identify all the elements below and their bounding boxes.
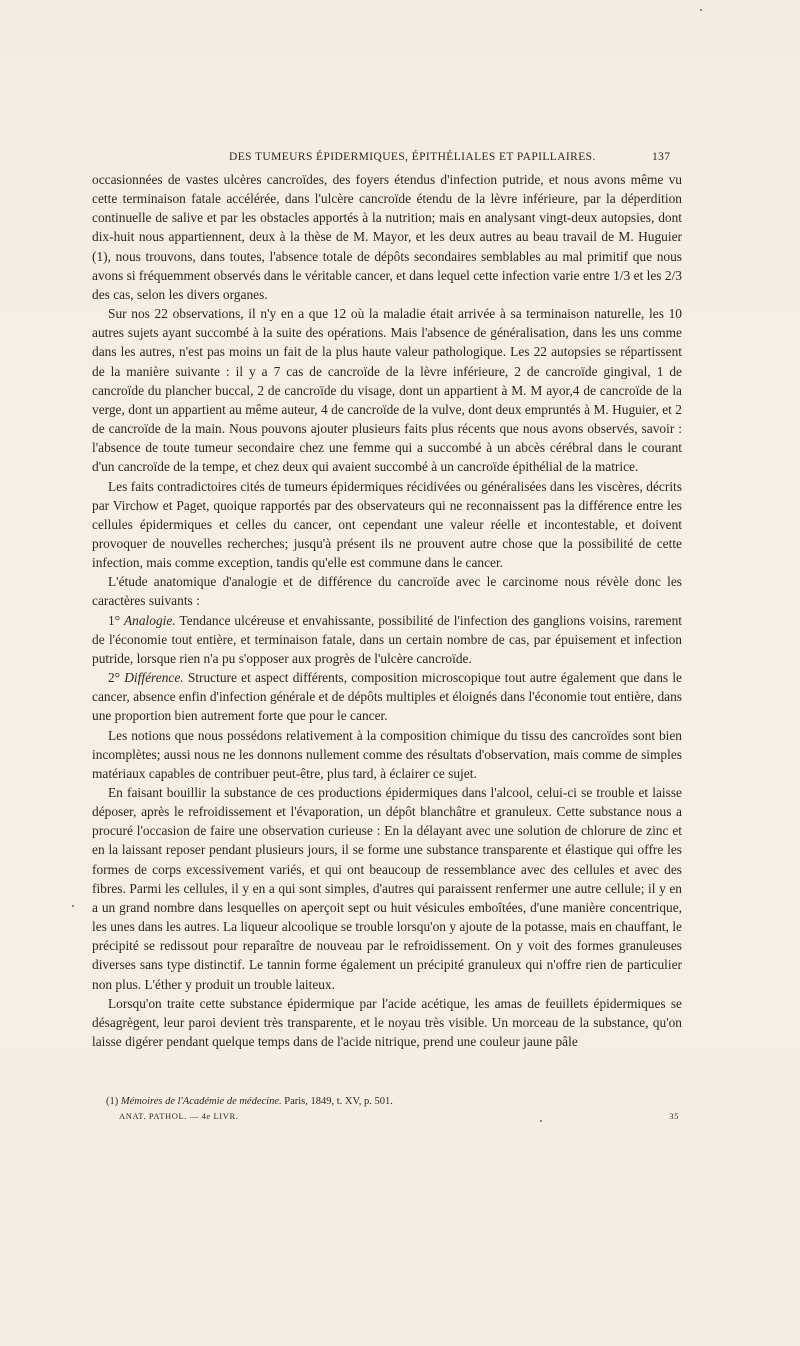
footnote <box>106 1095 686 1109</box>
signature-mark: ANAT. PATHOL. — 4e LIVR. <box>119 1111 239 1121</box>
running-header <box>0 151 800 167</box>
signature-number: 35 <box>669 1111 679 1121</box>
paragraph-8: En faisant bouillir la substance de ces productions épidermiques dans l'alcool, celui-ci se trouble et laisse déposer, après le refroidissement et l'évaporation, un dépôt blanchâtre et granuleux. Cette substance nous a procuré l'occasion de faire une observation curieuse : En la délayant avec une solution de chlorure de zinc et en la laissant reposer pendant plusieurs jours, il se forme une substance transparente et élastique qui offre les formes de corps excessivement variés, et qui ont beaucoup de ressemblance avec des cellules et avec des fibres. Parmi les cellules, il y en a qui sont simples, d'autres qui paraissent renfermer une autre cellule; il y en a un grand nombre dans lesquelles on aperçoit sept ou huit vésicules emboîtées, d'une manière concentrique, les unes dans les autres. La liqueur alcoolique se trouble lorsqu'on y ajoute de la potasse, mais en chauffant, le précipité se redissout pour reparaître de nouveau par le refroidissement. On y voit des formes granuleuses diverses sans type distinctif. Le tannin forme également un précipité granuleux qui n'offre rien de particulier non plus. L'éther y produit un trouble laiteux. <box>92 785 682 992</box>
item-heading: Analogie. <box>123 612 176 628</box>
paragraph-7: Les notions que nous possédons relativement à la composition chimique du tissu des cancroïdes sont bien incomplètes; aussi nous ne les donnons nullement comme des résultats d'observation, mais comme de simples matériaux capables de contribuer peut-être, plus tard, à éclairer ce sujet. <box>92 727 682 781</box>
paragraph-3: Les faits contradictoires cités de tumeurs épidermiques récidivées ou généralisées dans les viscères, décrits par Virchow et Paget, quoique rapportés par des observateurs qui ne reconnaissent pas la différence entre les cellules épidermiques et celles du cancer, ont cependant une valeur réelle et incontestable, et doivent provoquer de nouvelles recherches; jusqu'à présent ils ne prouvent autre chose que la possibilité de cette infection, mais comme exception, tandis qu'elle est commune dans le cancer. <box>92 478 682 571</box>
paragraph-2: Sur nos 22 observations, il n'y en a que 12 où la maladie était arrivée à sa terminaison naturelle, les 10 autres sujets ayant succombé à la suite des opérations. Mais l'absence de généralisation, dans les uns comme dans les autres, n'est pas moins un fait de la plus haute valeur pathologique. Les 22 autopsies se répartissent de la manière suivante : il y a 7 cas de cancroïde de la lèvre inférieure, 2 de cancroïde gingival, 1 de cancroïde du plancher buccal, 2 de cancroïde du visage, dont un appartient à M. M ayor,4 de cancroïde de la verge, dont un appartient au même auteur, 4 de cancroïde de la vulve, dont deux empruntés à M. Huguier, et 2 de cancroïde de la main. Nous pouvons ajouter plusieurs faits plus récents que nous avons observés, savoir : l'absence de toute tumeur secondaire chez une femme qui a succombé à un abcès cérébral dans le courant d'un cancroïde de la tempe, et chez deux qui avaient succombé à un cancroïde épithélial de la matrice. <box>92 306 682 475</box>
item-text: Tendance ulcéreuse et envahissante, possibilité de l'infection des ganglions voisins, rarement de l'économie tout entière, et terminaison fatale, dans un certain nombre de cas, par épuisement et infection putride, lorsque rien n'a pu s'opposer aux progrès de l'ulcère cancroïde. <box>92 612 682 666</box>
footnote-text: Paris, 1849, t. XV, p. 501. <box>281 1096 393 1107</box>
body-text <box>92 170 682 1051</box>
item-number: 1° <box>108 612 124 628</box>
item-heading: Différence. <box>124 670 184 686</box>
footnote-marker: (1) <box>106 1096 121 1107</box>
item-text: Structure et aspect différents, composition microscopique tout autre également que dans le cancer, absence enfin d'infection générale et de dépôts multiples et éloignés dans l'économie tout entière, dans une proportion bien autrement forte que pour le cancer. <box>92 670 682 724</box>
paragraph-difference <box>92 668 682 725</box>
paragraph-analogie <box>92 611 682 668</box>
paper-speck <box>72 905 74 907</box>
paper-speck <box>700 9 702 11</box>
footnote-title: Mémoires de l'Académie de médecine. <box>120 1096 282 1107</box>
item-number: 2° <box>108 670 125 686</box>
signature-line <box>119 1111 679 1123</box>
paragraph-9: Lorsqu'on traite cette substance épidermique par l'acide acétique, les amas de feuillets épidermiques se désagrègent, leur paroi devient très transparente, et le noyau très visible. Un morceau de la substance, qu'on laisse digérer pendant quelque temps dans de l'acide nitrique, prend une couleur jaune pâle <box>92 995 682 1050</box>
paper-speck <box>540 1120 542 1122</box>
running-title: DES TUMEURS ÉPIDERMIQUES, ÉPITHÉLIALES ET PAPILLAIRES. <box>229 151 596 163</box>
paragraph-4: L'étude anatomique d'analogie et de différence du cancroïde avec le carcinome nous révèle donc les caractères suivants : <box>92 574 682 609</box>
paragraph-1: occasionnées de vastes ulcères cancroïdes, des foyers étendus d'infection putride, et nous avons même vu cette terminaison fatale accélérée, dans l'ulcère cancroïde étendu de la lèvre inférieure, par la déperdition continuelle de salive et par les obstacles apportés à la nutrition; mais en analysant vingt-deux autopsies, dont dix-huit nous appartiennent, deux à la thèse de M. Mayor, et les deux autres au beau travail de M. Huguier (1), nous trouvons, dans toutes, l'absence totale de dépôts secondaires semblables au mal primitif que nous avons si fréquemment observés dans le véritable cancer, et dans lequel cette infection varie entre 1/3 et les 2/3 des cas, selon les divers organes. <box>92 172 682 302</box>
page-number: 137 <box>652 151 671 163</box>
